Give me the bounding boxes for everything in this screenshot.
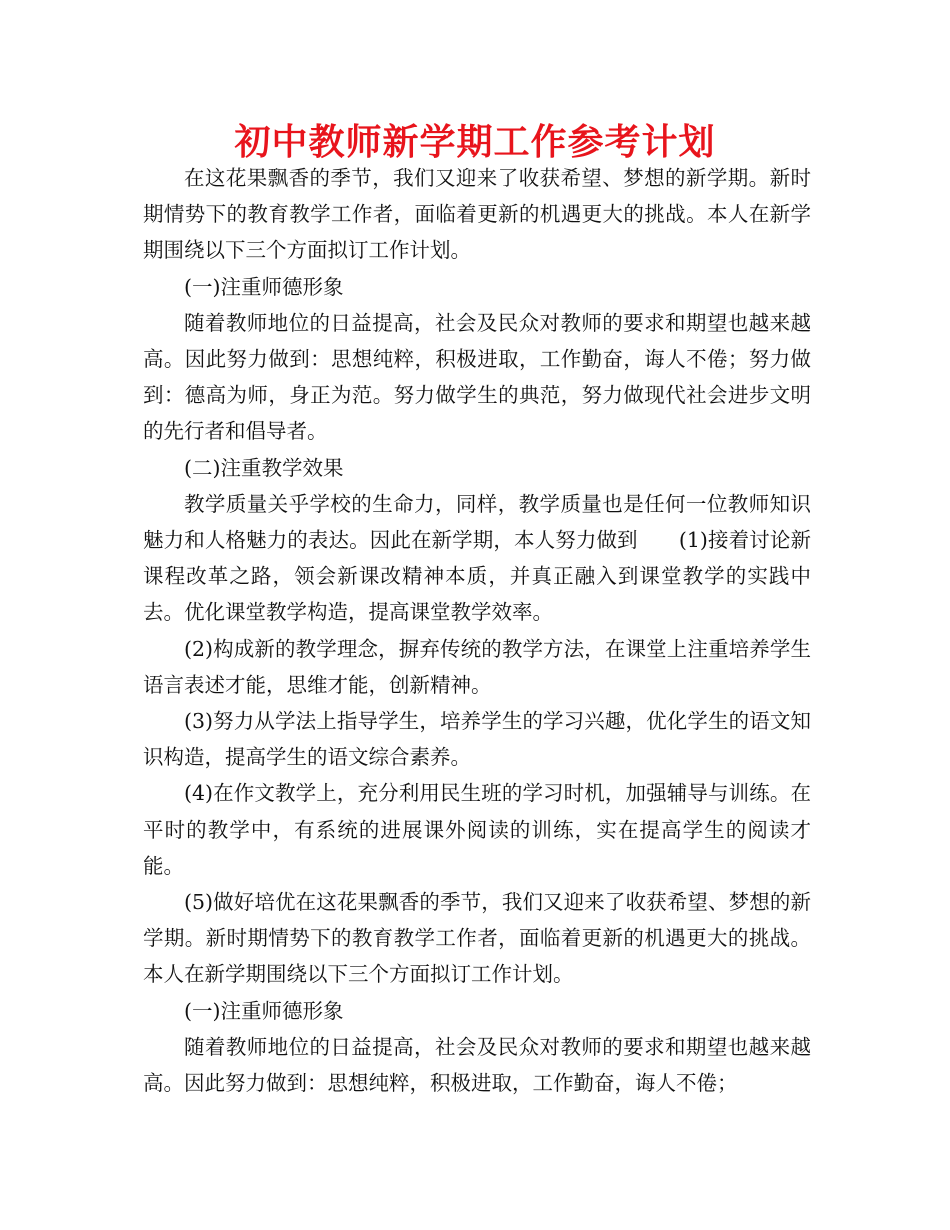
paragraph-item-3: (3)努力从学法上指导学生，培养学生的学习兴趣，优化学生的语文知识构造，提高学生的语文综合素养。 [143,709,811,770]
paragraph-item-2: (2)构成新的教学理念，摒弃传统的教学方法，在课堂上注重培养学生语言表述才能，思维才能，创新精神。 [143,636,811,697]
document-body [143,160,811,1101]
paragraph-item-4: (4)在作文教学上，充分利用民生班的学习时机，加强辅导与训练。在平时的教学中，有系统的进展课外阅读的训练，实在提高学生的阅读才能。 [143,781,811,878]
section-heading-ethics: (一)注重师德形象 [184,274,344,299]
paragraph-item-5: (5)做好培优在这花果飘香的季节，我们又迎来了收获希望、梦想的新学期。新时期情势下的教育教学工作者，面临着更新的机遇更大的挑战。本人在新学期围绕以下三个方面拟订工作计划。 [143,890,811,987]
paragraph-intro: 在这花果飘香的季节，我们又迎来了收获希望、梦想的新学期。新时期情势下的教育教学工作者，面临着更新的机遇更大的挑战。本人在新学期围绕以下三个方面拟订工作计划。 [143,166,811,263]
section-heading-ethics-repeat: (一)注重师德形象 [184,998,344,1023]
paragraph-teaching: 教学质量关乎学校的生命力，同样，教学质量也是任何一位教师知识魅力和人格魅力的表达。因此在新学期，本人努力做到 (1)接着讨论新课程改革之路，领会新课改精神本质，并真正融入到课堂教学的实践中去。优化课堂教学构造，提高课堂教学效率。 [143,491,811,625]
document-title: 初中教师新学期工作参考计划 [234,122,716,163]
section-heading-teaching: (二)注重教学效果 [184,455,344,480]
paragraph-ethics-repeat: 随着教师地位的日益提高，社会及民众对教师的要求和期望也越来越高。因此努力做到：思想纯粹，积极进取，工作勤奋，诲人不倦； [143,1034,811,1096]
paragraph-ethics: 随着教师地位的日益提高，社会及民众对教师的要求和期望也越来越高。因此努力做到：思想纯粹，积极进取，工作勤奋，诲人不倦；努力做到：德高为师，身正为范。努力做学生的典范，努力做现代社会进步文明的先行者和倡导者。 [143,310,811,444]
